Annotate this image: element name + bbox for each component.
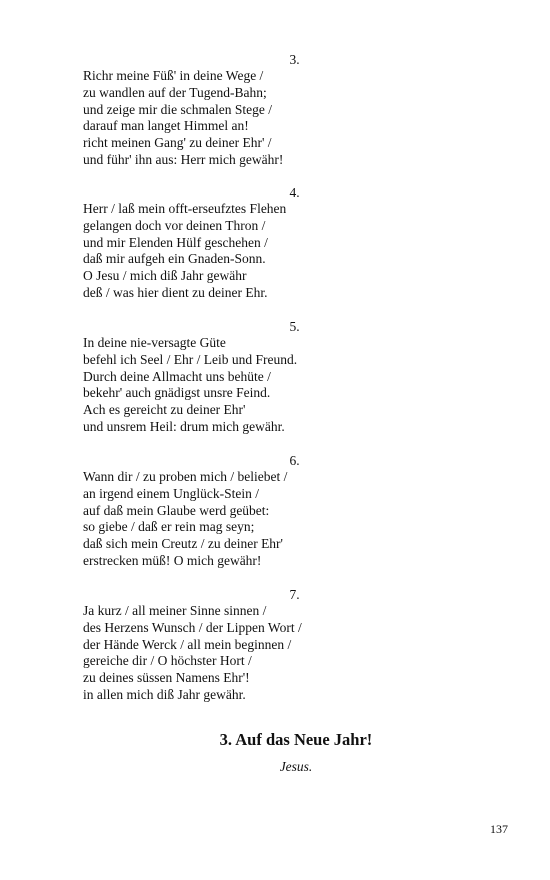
verse-line: daß mir aufgeh ein Gnaden-Sonn.: [83, 251, 266, 267]
verse-line: zu wandlen auf der Tugend-Bahn;: [83, 84, 267, 100]
verse-line: Herr / laß mein offt-erseufztes Flehen: [83, 201, 287, 216]
verse-line: bekehr' auch gnädigst unsre Feind.: [83, 385, 271, 401]
verse-line: gelangen doch vor deinen Thron /: [83, 217, 266, 233]
verse-line: daß sich mein Creutz / zu deiner Ehr': [83, 536, 283, 552]
stanza-5: [83, 318, 383, 436]
stanza-number: 5.: [289, 319, 300, 334]
verse-line: O Jesu / mich diß Jahr gewähr: [83, 268, 247, 284]
section-title: 3. Auf das Neue Jahr!: [219, 730, 373, 749]
verse-line: zu deines süssen Namens Ehr'!: [83, 670, 250, 686]
stanza-number: 3.: [289, 52, 300, 67]
verse-line: Ach es gereicht zu deiner Ehr': [83, 402, 246, 418]
verse-line: und zeige mir die schmalen Stege /: [83, 101, 272, 117]
stanza-number: 6.: [289, 453, 300, 468]
verse-line: richt meinen Gang' zu deiner Ehr' /: [83, 135, 272, 151]
stanza-4: [83, 184, 383, 302]
verse-line: befehl ich Seel / Ehr / Leib und Freund.: [83, 351, 298, 367]
verse-line: auf daß mein Glaube werd geübet:: [83, 502, 270, 518]
verse-line: erstrecken müß! O mich gewähr!: [83, 552, 262, 568]
verse-line: und führ' ihn aus: Herr mich gewähr!: [83, 151, 284, 167]
verse-line: und mir Elenden Hülf geschehen /: [83, 234, 268, 250]
verse-line: gereiche dir / O höchster Hort /: [83, 653, 252, 669]
section-subtitle: Jesus.: [279, 759, 313, 774]
verse-line: deß / was hier dient zu deiner Ehr.: [83, 284, 268, 300]
verse-line: des Herzens Wunsch / der Lippen Wort /: [83, 619, 302, 635]
verse-line: In deine nie-versagte Güte: [83, 335, 226, 350]
stanza-lines: [83, 335, 383, 436]
stanza-3: [83, 51, 383, 169]
stanza-lines: [83, 201, 383, 302]
verse-line: an irgend einem Unglück-Stein /: [83, 485, 259, 501]
page-number: 137: [490, 822, 508, 836]
verse-line: Ja kurz / all meiner Sinne sinnen /: [83, 603, 267, 618]
verse-line: Richr meine Füß' in deine Wege /: [83, 68, 264, 83]
stanza-number: 7.: [289, 587, 300, 602]
stanza-6: [83, 452, 383, 570]
verse-line: der Hände Werck / all mein beginnen /: [83, 636, 292, 652]
verse-line: in allen mich diß Jahr gewähr.: [83, 686, 246, 702]
stanza-lines: [83, 68, 383, 169]
verse-line: darauf man langet Himmel an!: [83, 118, 249, 134]
verse-line: so giebe / daß er rein mag seyn;: [83, 519, 255, 535]
verse-line: und unsrem Heil: drum mich gewähr.: [83, 418, 285, 434]
verse-line: Durch deine Allmacht uns behüte /: [83, 368, 271, 384]
stanza-lines: [83, 603, 383, 704]
verse-line: Wann dir / zu proben mich / beliebet /: [83, 469, 288, 484]
stanza-lines: [83, 469, 383, 570]
stanza-number: 4.: [289, 185, 300, 200]
stanza-7: [83, 586, 383, 704]
